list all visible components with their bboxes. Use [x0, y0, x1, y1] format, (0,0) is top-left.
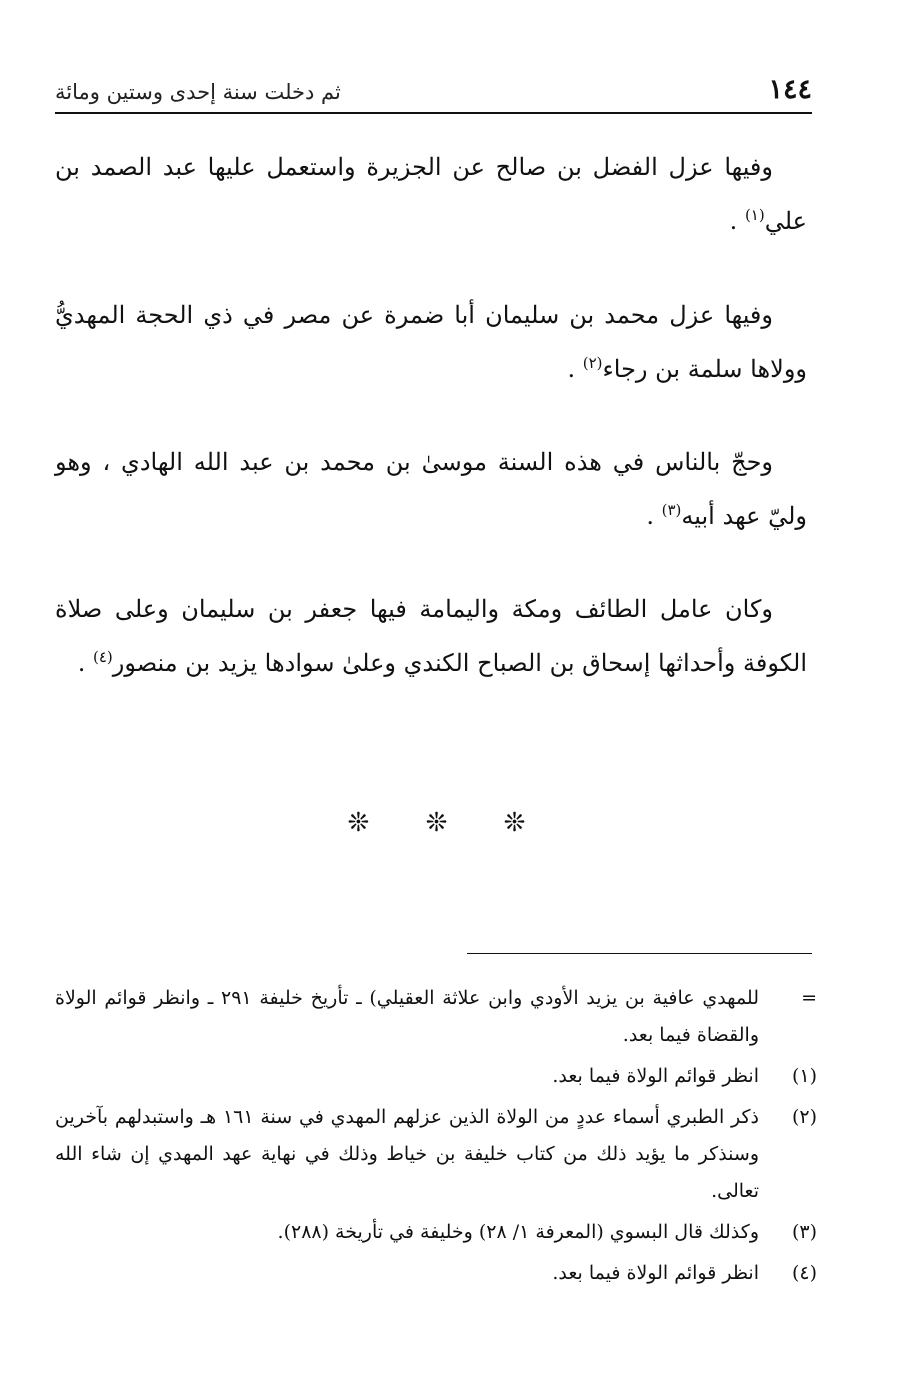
paragraph-text: وحجّ بالناس في هذه السنة موسىٰ بن محمد بن عبد الله الهادي ، وهو وليّ عهد أبيه	[55, 448, 807, 530]
footnote-2	[55, 1099, 817, 1210]
footnote-ref-3: (٣)	[661, 501, 682, 519]
footnote-marker: (٣)	[791, 1221, 817, 1243]
footnotes	[55, 980, 817, 1296]
footnote-ref-4: (٤)	[92, 648, 113, 666]
paragraph-end: .	[729, 207, 745, 235]
footnote-text: انظر قوائم الولاة فيما بعد.	[552, 1262, 759, 1284]
footnote-ref-2: (٢)	[582, 354, 603, 372]
footnote-text: ذكر الطبري أسماء عددٍ من الولاة الذين عزلهم المهدي في سنة ١٦١ هـ واستبدلهم بآخرين وسنذكر ما يؤيد ذلك من كتاب خليفة بن خياط وذلك في نهاية عهد المهدي إن شاء الله تعالى.	[55, 1106, 759, 1202]
footnote-marker: (١)	[791, 1065, 817, 1087]
header-rule	[55, 112, 812, 114]
paragraph-end: .	[567, 355, 583, 383]
footnote-text: للمهدي عافية بن يزيد الأودي وابن علاثة العقيلي) ـ تأريخ خليفة ٢٩١ ـ وانظر قوائم الولاة والقضاة فيما بعد.	[55, 987, 760, 1046]
running-title: ثم دخلت سنة إحدى وستين ومائة	[55, 80, 341, 104]
footnote-ref-1: (١)	[744, 206, 765, 224]
footnote-1	[55, 1058, 817, 1095]
paragraph-text: وفيها عزل محمد بن سليمان أبا ضمرة عن مصر في ذي الحجة المهديُّ وولاها سلمة بن رجاء	[55, 301, 807, 383]
section-separator: ❊ ❊ ❊	[347, 808, 550, 838]
paragraph-text: وفيها عزل الفضل بن صالح عن الجزيرة واستعمل عليها عبد الصمد بن علي	[55, 153, 807, 235]
footnote-text: انظر قوائم الولاة فيما بعد.	[552, 1065, 759, 1087]
paragraph-1	[55, 140, 807, 248]
footnote-marker: (٤)	[791, 1262, 817, 1284]
footnote-text: وكذلك قال البسوي (المعرفة ١/ ٢٨) وخليفة في تأريخة (٢٨٨).	[277, 1221, 759, 1243]
paragraph-2	[55, 288, 807, 396]
paragraph-3	[55, 435, 807, 543]
page-number: ١٤٤	[768, 74, 812, 105]
page-header	[55, 72, 812, 112]
footnote-3	[55, 1214, 817, 1251]
paragraph-4	[55, 582, 807, 690]
paragraph-text: وكان عامل الطائف ومكة واليمامة فيها جعفر بن سليمان وعلى صلاة الكوفة وأحداثها إسحاق بن الصباح الكندي وعلىٰ سوادها يزيد بن منصور	[55, 595, 807, 677]
paragraph-end: .	[646, 502, 662, 530]
footnote-rule	[467, 953, 812, 954]
footnote-4	[55, 1255, 817, 1292]
footnote-marker: (٢)	[791, 1106, 817, 1128]
footnote-marker: =	[801, 987, 817, 1009]
paragraph-end: .	[77, 649, 93, 677]
footnote-continuation	[55, 980, 817, 1054]
